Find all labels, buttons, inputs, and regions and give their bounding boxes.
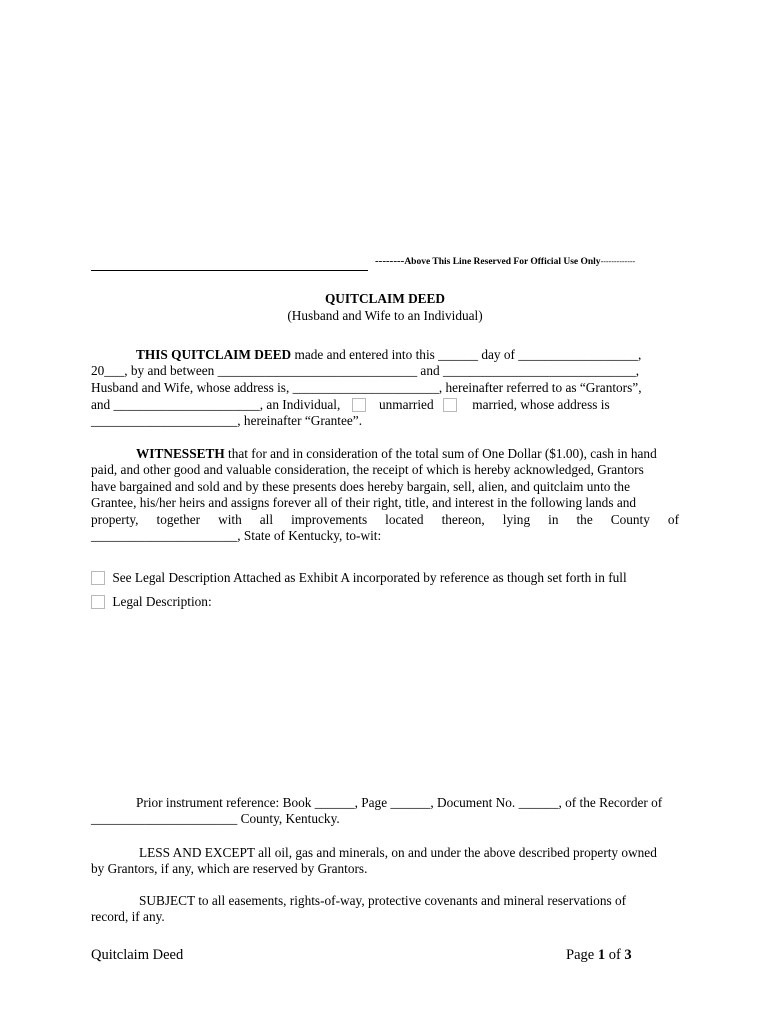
p1-line4 [91,397,679,413]
signature-rule-line [91,270,368,271]
page-label: Page [566,947,598,963]
p2-line4: Grantee, his/her heirs and assigns forever all of their right, title, and interest in the following lands and [91,495,637,510]
legal-description-checkbox[interactable] [91,595,105,609]
p1-line5: ______________________, hereinafter “Grantee”. [91,413,363,428]
p1-lead-bold: THIS QUITCLAIM DEED [136,347,292,362]
less-line2: by Grantors, if any, which are reserved by Grantors. [91,861,368,876]
official-use-header [375,255,635,267]
legal-option [91,594,679,610]
p2-line1-rest: that for and in consideration of the total sum of One Dollar ($1.00), cash in hand [224,446,657,461]
page-current: 1 [597,947,606,963]
p1-line1-rest: made and entered into this ______ day of __________________, [291,347,642,362]
document-title: QUITCLAIM DEED [324,291,446,306]
exhibit-option [91,570,679,586]
p2-line2: paid, and other good and valuable consideration, the receipt of which is hereby acknowledged, Grantors [91,462,644,477]
p2-line3: have bargained and sold and by these presents does hereby bargain, sell, alien, and quitclaim unto the [91,479,630,494]
p1-line4-a: and ______________________, an Individual, [91,397,341,412]
of-label: of [605,947,625,963]
prior-line2: ______________________ County, Kentucky. [91,811,340,826]
exhibit-checkbox[interactable] [91,571,105,585]
p2-lead-bold: WITNESSETH [136,446,225,461]
official-dashes-lead: -------- [375,255,405,267]
p2-line1 [136,446,679,462]
less-line1: LESS AND EXCEPT all oil, gas and minerals, on and under the above described property owned [139,845,657,860]
married-checkbox[interactable] [443,398,457,412]
p2-line5: property, together with all improvements located thereon, lying in the County of [91,512,679,527]
unmarried-checkbox[interactable] [352,398,366,412]
prior-line1: Prior instrument reference: Book ______, Page ______, Document No. ______, of the Recorder of [136,795,663,810]
page-total: 3 [624,947,632,963]
p2-line6: ______________________, State of Kentucky, to-wit: [91,528,382,543]
p1-line1 [136,347,679,363]
subject-line2: record, if any. [91,909,165,924]
footer-page-number [566,947,632,964]
exhibit-label: See Legal Description Attached as Exhibit A incorporated by reference as though set forth in full [112,570,627,585]
official-dashes-tail: ------------- [600,257,636,266]
footer-doc-name: Quitclaim Deed [91,947,184,963]
p1-married-label: married, whose address is [472,397,610,412]
subject-line1: SUBJECT to all easements, rights-of-way, protective covenants and mineral reservations of [139,893,627,908]
p1-unmarried-label: unmarried [378,397,434,412]
p1-line2: 20___, by and between ______________________________ and _____________________________, [91,363,640,378]
legal-description-label: Legal Description: [112,594,212,609]
document-subtitle: (Husband and Wife to an Individual) [287,308,483,323]
p1-line3: Husband and Wife, whose address is, ______________________, hereinafter referred to as “Grantors”, [91,380,642,395]
official-use-text: Above This Line Reserved For Official Use Only [404,257,601,267]
